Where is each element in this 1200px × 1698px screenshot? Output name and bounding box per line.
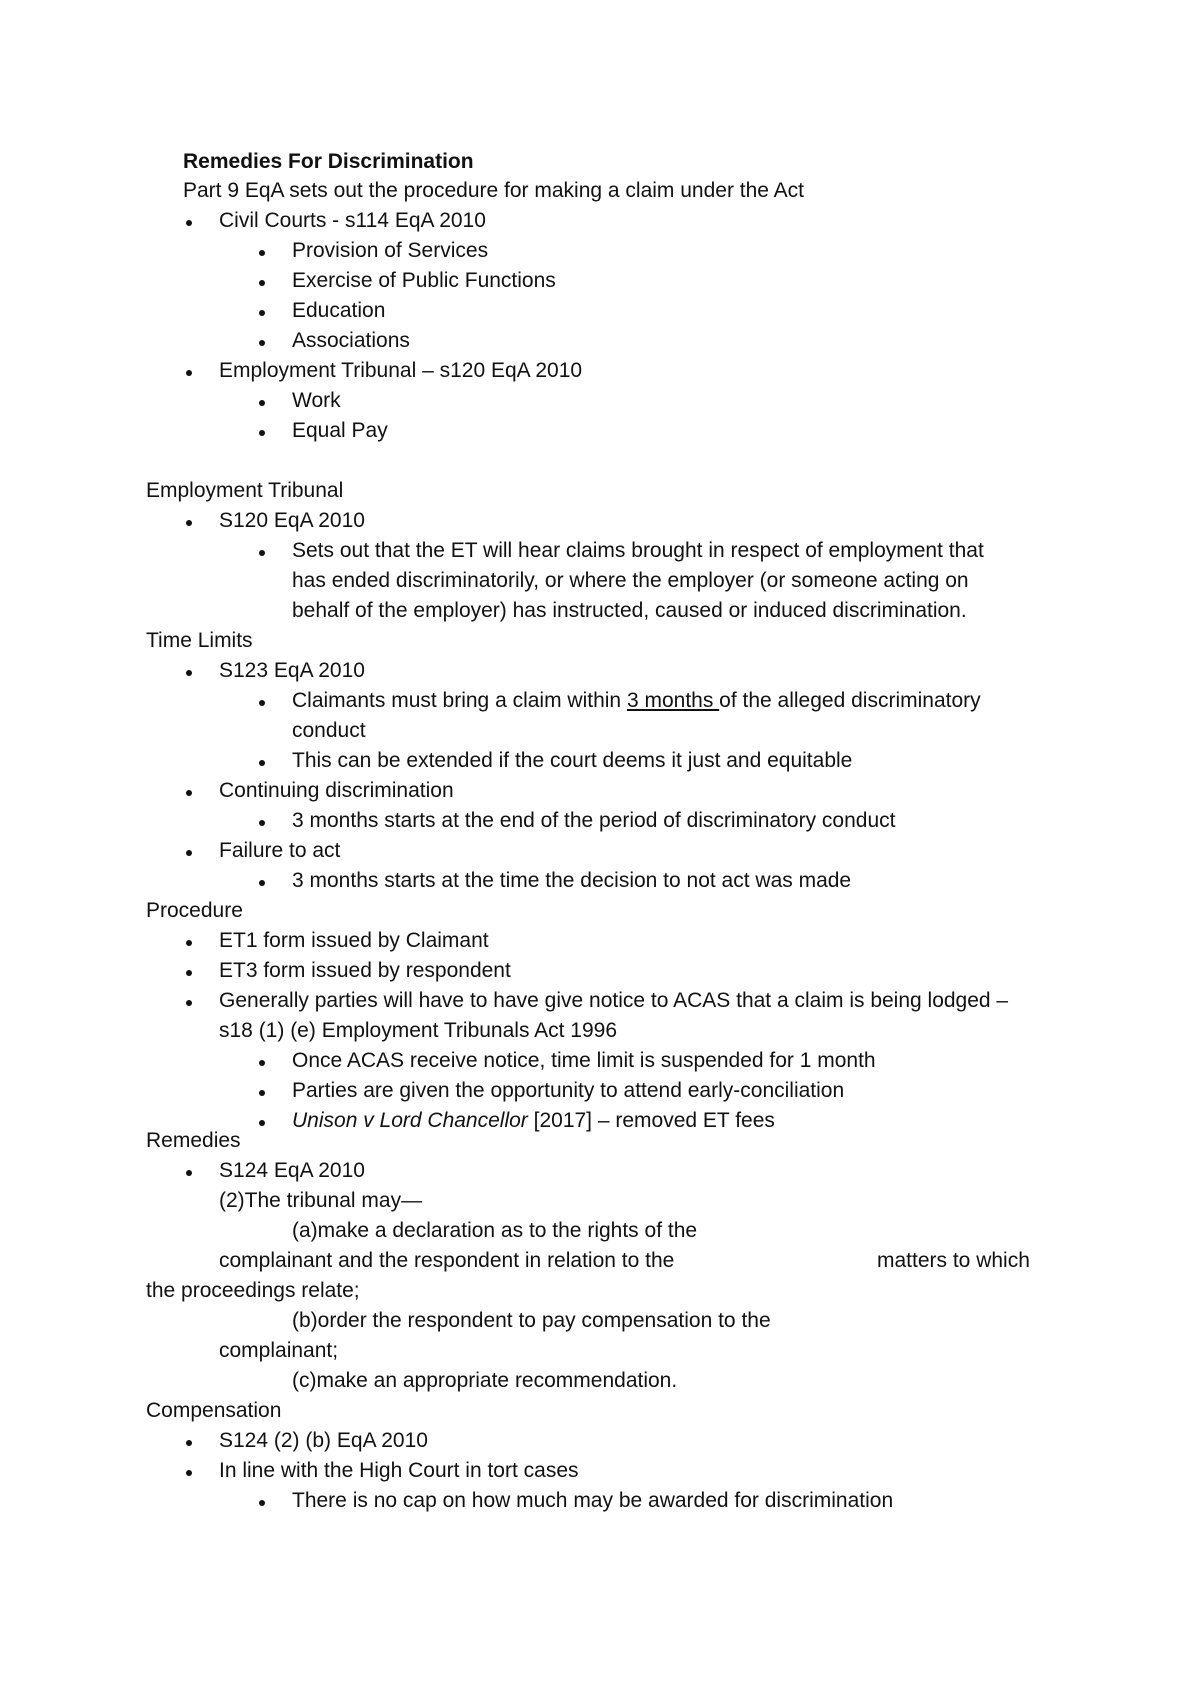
bullet	[259, 400, 265, 406]
statute-text: complainant;	[219, 1339, 339, 1362]
list-item-continued: conduct	[292, 719, 366, 742]
bullet	[186, 220, 192, 226]
claim-text-end: of the alleged discriminatory	[719, 689, 981, 712]
list-item: S124 EqA 2010	[219, 1159, 365, 1182]
statute-text: complainant and the respondent in relation to the	[219, 1249, 675, 1272]
list-item-continued: has ended discriminatorily, or where the employer (or someone acting on	[292, 569, 969, 592]
list-item-continued: s18 (1) (e) Employment Tribunals Act 1996	[219, 1019, 618, 1042]
list-item: Associations	[292, 329, 410, 352]
bullet	[259, 550, 265, 556]
bullet	[259, 430, 265, 436]
bullet	[186, 520, 192, 526]
statute-text: (a)make a declaration as to the rights of the	[292, 1219, 698, 1242]
bullet	[259, 250, 265, 256]
list-item: This can be extended if the court deems it just and equitable	[292, 749, 853, 772]
case-detail: [2017] – removed ET fees	[527, 1109, 775, 1132]
list-item: 3 months starts at the end of the period of discriminatory conduct	[292, 809, 896, 832]
bullet	[186, 1170, 192, 1176]
section-heading-time-limits: Time Limits	[146, 629, 253, 652]
list-item: Failure to act	[219, 839, 341, 862]
section-heading-procedure: Procedure	[146, 899, 243, 922]
list-item: Continuing discrimination	[219, 779, 454, 802]
bullet	[186, 370, 192, 376]
statute-text: matters to which	[877, 1249, 1030, 1272]
bullet	[186, 1470, 192, 1476]
bullet	[186, 1440, 192, 1446]
list-item	[292, 1106, 775, 1136]
section-heading-compensation: Compensation	[146, 1399, 282, 1422]
list-item: There is no cap on how much may be awarded for discrimination	[292, 1489, 894, 1512]
bullet	[259, 310, 265, 316]
list-item: ET3 form issued by respondent	[219, 959, 511, 982]
employment-tribunal-item: Employment Tribunal – s120 EqA 2010	[219, 359, 583, 382]
statute-text: (2)The tribunal may—	[219, 1189, 423, 1212]
list-item: S123 EqA 2010	[219, 659, 365, 682]
bullet	[186, 790, 192, 796]
case-name: Unison v Lord Chancellor	[292, 1109, 528, 1132]
statute-text: (c)make an appropriate recommendation.	[292, 1369, 678, 1392]
section-heading-employment-tribunal: Employment Tribunal	[146, 479, 344, 502]
bullet	[259, 340, 265, 346]
bullet	[259, 1500, 265, 1506]
bullet	[259, 760, 265, 766]
intro-line: Part 9 EqA sets out the procedure for making a claim under the Act	[183, 179, 805, 202]
bullet	[259, 820, 265, 826]
claim-text: Claimants must bring a claim within	[292, 689, 627, 712]
bullet	[186, 670, 192, 676]
list-item: Once ACAS receive notice, time limit is suspended for 1 month	[292, 1049, 876, 1072]
bullet	[259, 1090, 265, 1096]
bullet	[259, 880, 265, 886]
bullet	[186, 940, 192, 946]
list-item	[292, 686, 981, 716]
bullet	[186, 850, 192, 856]
bullet	[186, 1000, 192, 1006]
statute-text: the proceedings relate;	[146, 1279, 360, 1302]
list-item: ET1 form issued by Claimant	[219, 929, 489, 952]
list-item: 3 months starts at the time the decision to not act was made	[292, 869, 852, 892]
civil-courts-item: Civil Courts - s114 EqA 2010	[219, 209, 486, 232]
bullet	[259, 280, 265, 286]
list-item-continued: behalf of the employer) has instructed, caused or induced discrimination.	[292, 599, 967, 622]
bullet	[259, 1120, 265, 1126]
list-item: Education	[292, 299, 386, 322]
document-title: Remedies For Discrimination	[183, 150, 474, 173]
statute-text: (b)order the respondent to pay compensation to the	[292, 1309, 771, 1332]
list-item: Exercise of Public Functions	[292, 269, 556, 292]
list-item: Work	[292, 389, 341, 412]
underlined-period: 3 months	[626, 689, 720, 712]
list-item: Sets out that the ET will hear claims brought in respect of employment that	[292, 539, 984, 562]
bullet	[186, 970, 192, 976]
bullet	[259, 1060, 265, 1066]
list-item: In line with the High Court in tort cases	[219, 1459, 579, 1482]
list-item: Equal Pay	[292, 419, 388, 442]
list-item: S120 EqA 2010	[219, 509, 365, 532]
section-heading-remedies: Remedies	[146, 1129, 241, 1152]
list-item: Parties are given the opportunity to attend early-conciliation	[292, 1079, 845, 1102]
list-item: S124 (2) (b) EqA 2010	[219, 1429, 428, 1452]
list-item: Provision of Services	[292, 239, 489, 262]
bullet	[259, 700, 265, 706]
list-item: Generally parties will have to have give notice to ACAS that a claim is being lodged –	[219, 989, 1009, 1012]
